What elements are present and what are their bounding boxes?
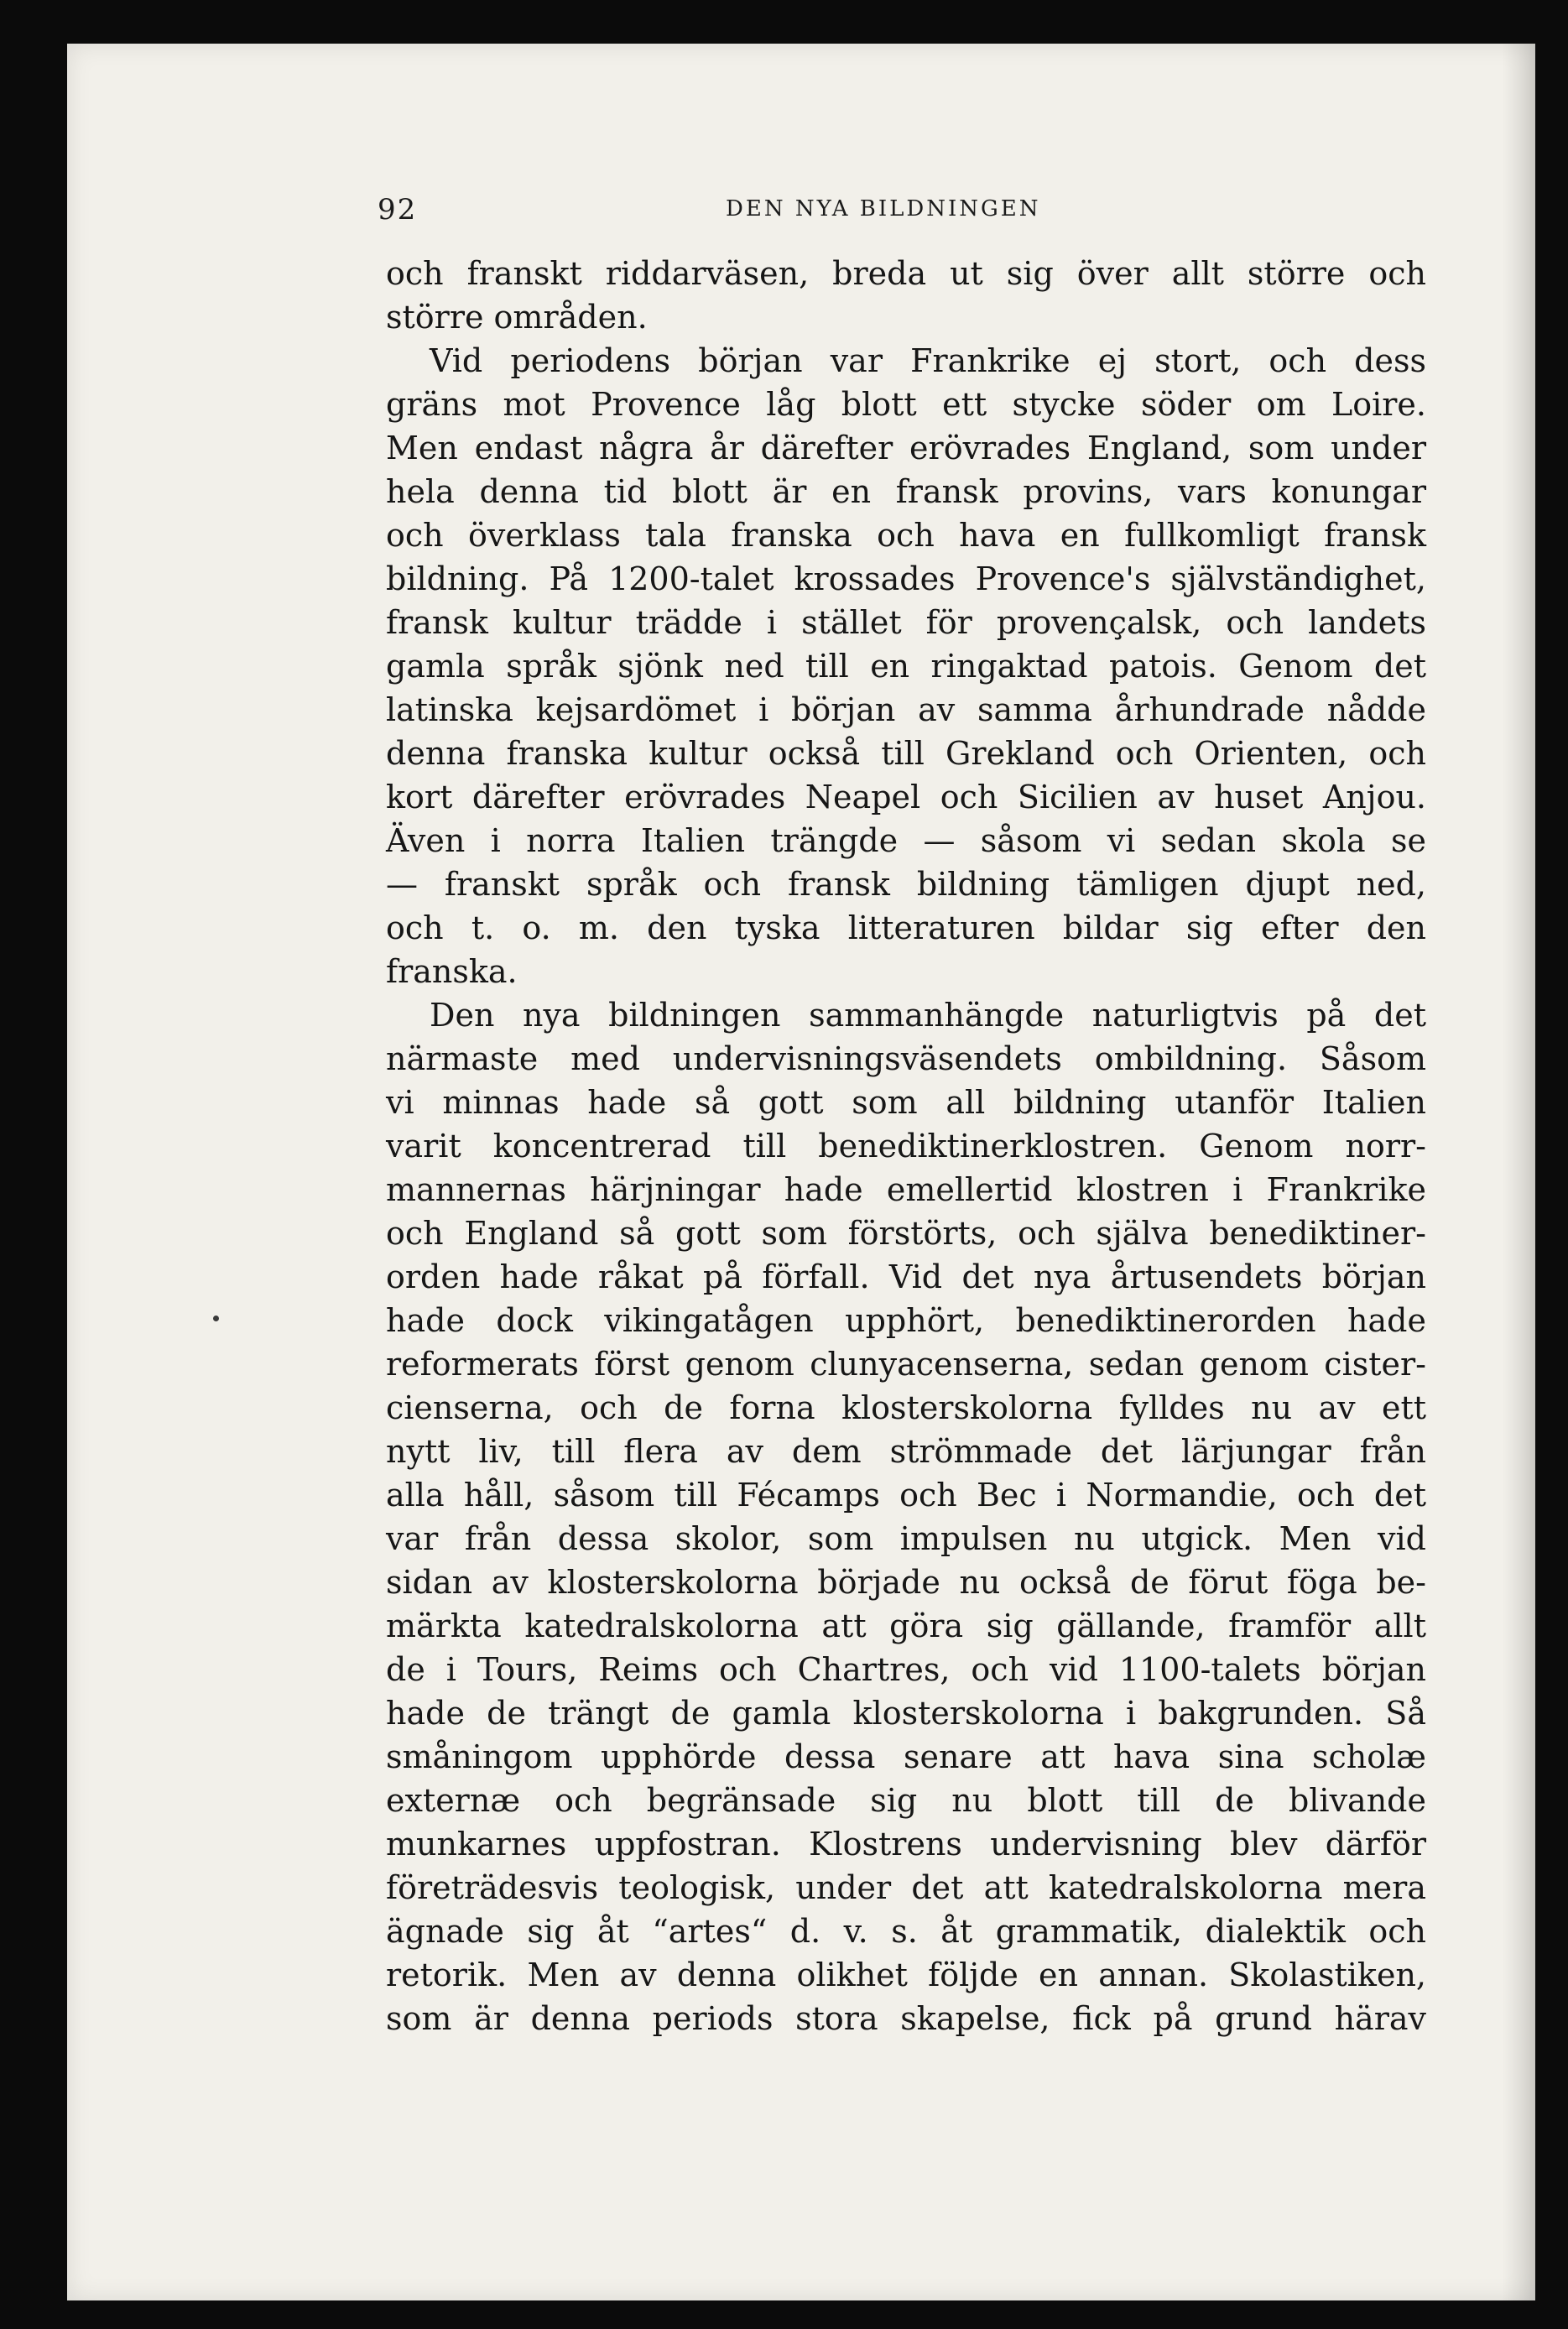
- text-line: reformerats först genom clunyacenserna, sedan genom cister-: [386, 1346, 1426, 1383]
- text-line: cienserna, och de forna klosterskolorna fylldes nu av ett: [386, 1389, 1426, 1426]
- running-head: DEN NYA BILDNINGEN: [726, 196, 1041, 221]
- text-line: var från dessa skolor, som impulsen nu utgick. Men vid: [386, 1520, 1426, 1557]
- text-line: orden hade råkat på förfall. Vid det nya årtusendets början: [386, 1258, 1426, 1295]
- text-line: de i Tours, Reims och Chartres, och vid 1100-talets början: [386, 1651, 1426, 1688]
- text-line: och överklass tala franska och hava en fullkomligt fransk: [386, 517, 1426, 554]
- text-line: vi minnas hade så gott som all bildning utanför Italien: [386, 1084, 1426, 1121]
- text-line: och t. o. m. den tyska litteraturen bildar sig efter den: [386, 909, 1426, 946]
- text-line: Även i norra Italien trängde — såsom vi sedan skola se: [386, 822, 1426, 859]
- text-line: större områden.: [386, 299, 648, 336]
- page-number: 92: [378, 193, 418, 227]
- text-line: som är denna periods stora skapelse, fick på grund härav: [386, 2000, 1426, 2037]
- text-line: märkta katedralskolorna att göra sig gällande, framför allt: [386, 1607, 1426, 1644]
- text-line: ägnade sig åt “artes“ d. v. s. åt grammatik, dialektik och: [386, 1913, 1426, 1950]
- text-line: Vid periodens början var Frankrike ej stort, och dess: [430, 342, 1426, 379]
- body-text: [386, 252, 1426, 2040]
- text-line: och franskt riddarväsen, breda ut sig över allt större och: [386, 255, 1426, 292]
- text-line: småningom upphörde dessa senare att hava sina scholæ: [386, 1738, 1426, 1775]
- page-header: [369, 193, 1418, 235]
- text-line: mannernas härjningar hade emellertid klostren i Frankrike: [386, 1171, 1426, 1208]
- text-line: latinska kejsardömet i början av samma århundrade nådde: [386, 691, 1426, 728]
- text-line: hade de trängt de gamla klosterskolorna i bakgrunden. Så: [386, 1695, 1426, 1732]
- text-line: fransk kultur trädde i stället för provençalsk, och landets: [386, 604, 1426, 641]
- page-edge-shadow: [1502, 44, 1535, 2300]
- text-line: Men endast några år därefter erövrades England, som under: [386, 430, 1426, 466]
- text-line: varit koncentrerad till benediktinerklostren. Genom norr-: [386, 1128, 1426, 1164]
- paragraph: [386, 339, 1426, 993]
- text-line: hade dock vikingatågen upphört, benediktinerorden hade: [386, 1302, 1426, 1339]
- text-line: gräns mot Provence låg blott ett stycke söder om Loire.: [386, 386, 1426, 423]
- text-line: hela denna tid blott är en fransk provins, vars konungar: [386, 473, 1426, 510]
- text-line: — franskt språk och fransk bildning tämligen djupt ned,: [386, 866, 1426, 903]
- text-line: bildning. På 1200-talet krossades Provence's självständighet,: [386, 560, 1426, 597]
- text-line: Den nya bildningen sammanhängde naturligtvis på det: [430, 997, 1426, 1034]
- text-line: alla håll, såsom till Fécamps och Bec i Normandie, och det: [386, 1477, 1426, 1514]
- text-line: retorik. Men av denna olikhet följde en annan. Skolastiken,: [386, 1956, 1426, 1993]
- text-line: kort därefter erövrades Neapel och Sicilien av huset Anjou.: [386, 779, 1426, 815]
- text-line: och England så gott som förstörts, och själva benediktiner-: [386, 1215, 1426, 1252]
- text-line: denna franska kultur också till Grekland och Orienten, och: [386, 735, 1426, 772]
- paragraph: [386, 252, 1426, 339]
- text-line: gamla språk sjönk ned till en ringaktad patois. Genom det: [386, 648, 1426, 685]
- paragraph: [386, 993, 1426, 2040]
- text-line: franska.: [386, 953, 518, 990]
- margin-dot: [213, 1316, 219, 1321]
- text-line: externæ och begränsade sig nu blott till de blivande: [386, 1782, 1426, 1819]
- text-line: sidan av klosterskolorna började nu också de förut föga be-: [386, 1564, 1426, 1601]
- text-line: närmaste med undervisningsväsendets ombildning. Såsom: [386, 1040, 1426, 1077]
- text-line: munkarnes uppfostran. Klostrens undervisning blev därför: [386, 1826, 1426, 1863]
- text-line: företrädesvis teologisk, under det att katedralskolorna mera: [386, 1869, 1426, 1906]
- text-line: nytt liv, till flera av dem strömmade det lärjungar från: [386, 1433, 1426, 1470]
